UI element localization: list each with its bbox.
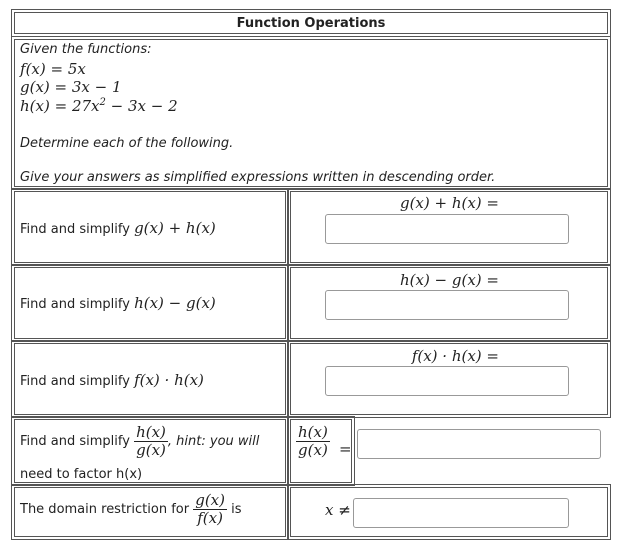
equals-sign: = [339,440,352,458]
given-functions-panel [14,39,608,187]
question-1-text [20,219,216,237]
given-intro: Given the functions: [20,42,152,57]
answer-1-expr: g(x) + h(x) = [399,194,499,212]
question-2-label: Find and simplify [20,297,135,312]
g-definition: (x) = 3x − 1 [29,78,122,96]
fraction-numerator: h(x) [136,423,166,441]
question-5-label: The domain restriction for [20,502,190,517]
question-4-cell [14,419,286,483]
answer-1-input[interactable] [325,214,569,244]
answer-3-cell [290,343,608,415]
h-definition-b: − 3x − 2 [105,97,178,115]
function-g [20,78,122,96]
hint-text: , hint: you will [167,434,260,449]
g-name: g [20,78,30,96]
h-name: h [20,97,30,115]
question-3-label: Find and simplify [20,374,135,389]
x-not-equal-label: x ≠ [325,501,351,519]
question-3-text [20,371,204,389]
answer-3-input[interactable] [325,366,569,396]
f-definition: (x) = 5x [25,60,86,78]
question-1-label: Find and simplify [20,222,135,237]
question-2-cell [14,267,286,339]
title-text: Function Operations [236,16,386,31]
h-exponent: 2 [99,97,106,108]
hint-text-2: need to factor h(x) [20,467,143,482]
answer-4-denominator: g(x) [298,441,328,459]
instructions-text: Give your answers as simplified expressions written in descending order. [20,170,496,185]
question-3-expr: f(x) · h(x) [134,371,204,389]
h-definition-a: (x) = 27x [29,97,100,115]
fraction-denominator: g(x) [136,441,166,459]
answer-5-input[interactable] [353,498,569,528]
answer-4-input[interactable] [357,429,601,459]
question-4-label: Find and simplify [20,434,130,449]
question-1-cell [14,191,286,263]
answer-2-cell [290,267,608,339]
question-5-cell [14,487,286,537]
domain-denominator: f(x) [197,509,223,527]
function-h [20,97,178,115]
answer-4-label-cell [290,419,352,483]
f-name: f [20,60,26,78]
question-3-cell [14,343,286,415]
question-2-expr: h(x) − g(x) [134,294,216,312]
question-4-fraction [134,424,168,459]
determine-text: Determine each of the following. [20,136,234,151]
domain-numerator: g(x) [195,491,225,509]
answer-4-numerator: h(x) [298,423,328,441]
function-f [20,60,86,78]
domain-is-text: is [231,502,242,517]
answer-4-fraction-wrap [296,424,330,459]
answer-2-expr: h(x) − g(x) = [399,271,499,289]
answer-2-input[interactable] [325,290,569,320]
question-4-text [20,424,259,459]
answer-5-cell [290,487,608,537]
answer-4-fraction [296,424,330,459]
question-5-fraction [193,492,227,527]
question-5-text [20,492,242,527]
page-title [14,12,608,34]
question-2-text [20,294,216,312]
answer-1-cell [290,191,608,263]
answer-3-expr: f(x) · h(x) = [411,347,499,365]
question-1-expr: g(x) + h(x) [134,219,216,237]
